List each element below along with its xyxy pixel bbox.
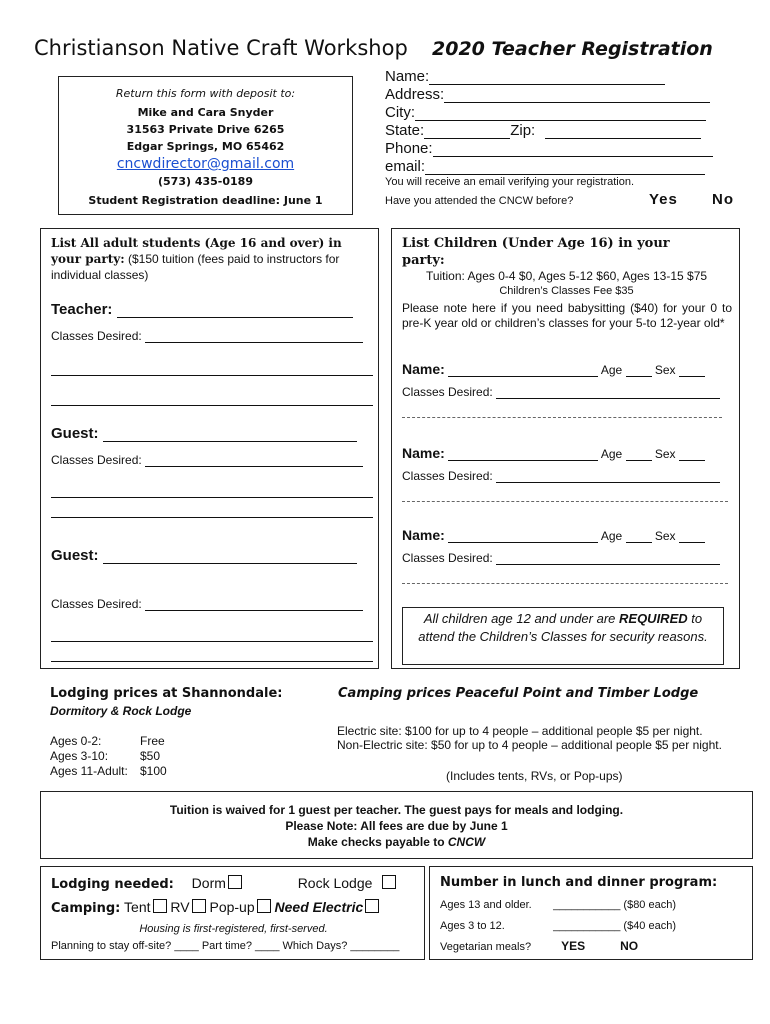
required-pre-text: All children age 12 and under are xyxy=(423,611,620,626)
address-input-line[interactable] xyxy=(444,88,710,103)
camping-needed-row xyxy=(51,899,379,916)
child-2-sex-input[interactable] xyxy=(679,449,705,461)
child-3-classes-label: Classes Desired: xyxy=(402,551,493,565)
registration-deadline: Student Registration deadline: June 1 xyxy=(88,194,323,207)
state-zip-field[interactable] xyxy=(385,122,701,139)
city-field[interactable] xyxy=(385,104,706,121)
dorm-checkbox[interactable] xyxy=(228,875,242,889)
required-post-text: to attend the Children’s Classes for security reasons. xyxy=(418,611,708,644)
child-1-classes-input[interactable] xyxy=(496,387,720,399)
zip-input-line[interactable] xyxy=(545,124,701,139)
child-3-sex-label: Sex xyxy=(654,529,676,543)
adult-heading-bold: List All adult students (Age 16 and over) in your party: xyxy=(51,236,342,266)
electric-site-price: Electric site: $100 for up to 4 people – additional people $5 per night. xyxy=(337,724,703,738)
return-intro: Return this form with deposit to: xyxy=(115,87,296,100)
address-label: Address: xyxy=(385,86,445,103)
guest-1-input-line[interactable] xyxy=(103,429,357,442)
checks-payable-note: Make checks payable to CNCW xyxy=(307,835,486,849)
required-word: REQUIRED xyxy=(619,611,688,626)
child-3-extra-line[interactable] xyxy=(402,583,728,584)
teacher-classes-label: Classes Desired: xyxy=(51,329,142,343)
camping-includes: (Includes tents, RVs, or Pop-ups) xyxy=(446,769,623,783)
payment-notice-box xyxy=(40,791,753,859)
guest-1-field[interactable] xyxy=(51,425,357,442)
teacher-classes-field[interactable] xyxy=(51,329,363,343)
lodging-price-table xyxy=(50,734,167,779)
child-3-sex-input[interactable] xyxy=(679,531,705,543)
child-2-classes-input[interactable] xyxy=(496,471,720,483)
child-3-name-label: Name: xyxy=(402,527,445,543)
camping-prices xyxy=(337,724,737,752)
child-1-sex-label: Sex xyxy=(654,363,676,377)
teacher-input-line[interactable] xyxy=(117,305,353,318)
child-1-sex-input[interactable] xyxy=(679,365,705,377)
attended-no-option[interactable]: No xyxy=(712,191,734,208)
teacher-extra-line-1[interactable] xyxy=(51,375,373,376)
fees-due-note: Please Note: All fees are due by June 1 xyxy=(285,819,508,833)
lodging-needed-label: Lodging needed: xyxy=(51,877,174,892)
meal-adult-count[interactable]: ___________ ($80 each) xyxy=(553,899,677,911)
child-2-sex-label: Sex xyxy=(654,447,676,461)
required-classes-notice xyxy=(402,607,724,665)
city-label: City: xyxy=(385,104,415,121)
child-2-row[interactable] xyxy=(402,445,705,461)
lodging-row: Ages 3-10: $50 xyxy=(50,749,161,763)
rock-lodge-checkbox[interactable] xyxy=(382,875,396,889)
meal-program-heading: Number in lunch and dinner program: xyxy=(440,875,718,890)
child-1-name-input[interactable] xyxy=(448,365,598,377)
phone-input-line[interactable] xyxy=(433,142,713,157)
child-1-extra-line[interactable] xyxy=(402,417,722,418)
meal-row-adult[interactable] xyxy=(440,899,676,911)
child-1-row[interactable] xyxy=(402,361,705,377)
child-3-classes-input[interactable] xyxy=(496,553,720,565)
child-1-age-input[interactable] xyxy=(626,365,652,377)
offsite-question[interactable]: Planning to stay off-site? ____ Part time? ____ Which Days? ________ xyxy=(51,940,400,952)
email-label: email: xyxy=(385,158,426,175)
return-names: Mike and Cara Snyder xyxy=(137,106,274,119)
lodging-row: Ages 0-2: Free xyxy=(50,734,165,748)
meal-adult-label: Ages 13 and older. xyxy=(440,899,532,911)
guest-2-label: Guest: xyxy=(51,547,99,564)
child-2-extra-line[interactable] xyxy=(402,501,728,502)
rv-checkbox[interactable] xyxy=(192,899,206,913)
name-input-line[interactable] xyxy=(429,70,665,85)
teacher-field[interactable] xyxy=(51,301,353,318)
need-electric-label: Need Electric xyxy=(274,899,364,915)
return-phone: (573) 435-0189 xyxy=(158,175,253,188)
guest-1-extra-line-1[interactable] xyxy=(51,497,373,498)
phone-label: Phone: xyxy=(385,140,433,157)
child-2-name-input[interactable] xyxy=(448,449,598,461)
child-3-row[interactable] xyxy=(402,527,705,543)
child-1-classes-field[interactable] xyxy=(402,385,720,399)
return-address-box xyxy=(58,76,353,215)
attended-question: Have you attended the CNCW before? xyxy=(385,195,574,207)
guest-2-classes-input-line[interactable] xyxy=(145,599,363,611)
tent-checkbox[interactable] xyxy=(153,899,167,913)
return-city: Edgar Springs, MO 65462 xyxy=(126,140,285,153)
child-3-age-input[interactable] xyxy=(626,531,652,543)
teacher-label: Teacher: xyxy=(51,301,113,318)
meal-child-count[interactable]: ___________ ($40 each) xyxy=(553,920,677,932)
meal-program-box xyxy=(429,866,753,960)
lodging-subheading: Dormitory & Rock Lodge xyxy=(50,704,192,718)
state-label: State: xyxy=(385,122,425,139)
first-come-note: Housing is first-registered, first-served. xyxy=(139,923,328,935)
child-1-name-label: Name: xyxy=(402,361,445,377)
form-subtitle: 2020 Teacher Registration xyxy=(432,38,713,60)
rv-label: RV xyxy=(170,899,190,915)
guest-waiver-note: Tuition is waived for 1 guest per teacher. The guest pays for meals and lodging. xyxy=(169,803,624,817)
guest-2-input-line[interactable] xyxy=(103,551,357,564)
phone-field[interactable] xyxy=(385,140,713,157)
non-electric-site-price: Non-Electric site: $50 for up to 4 people – additional people $5 per night. xyxy=(337,738,722,752)
camping-label: Camping: xyxy=(51,901,121,916)
state-input-line[interactable] xyxy=(424,124,510,139)
guest-1-extra-line-2[interactable] xyxy=(51,517,373,518)
return-street: 31563 Private Drive 6265 xyxy=(126,123,285,136)
child-2-age-input[interactable] xyxy=(626,449,652,461)
guest-2-classes-field[interactable] xyxy=(51,597,363,611)
lodging-needed-row xyxy=(51,875,396,892)
vegetarian-label: Vegetarian meals? xyxy=(440,941,532,953)
address-field[interactable] xyxy=(385,86,710,103)
tent-label: Tent xyxy=(124,899,151,915)
need-electric-checkbox[interactable] xyxy=(365,899,379,913)
guest-2-field[interactable] xyxy=(51,547,357,564)
camping-heading: Camping prices Peaceful Point and Timber Lodge xyxy=(338,686,699,701)
vegetarian-row xyxy=(440,939,638,953)
child-3-age-label: Age xyxy=(600,529,623,543)
teacher-extra-line-2[interactable] xyxy=(51,405,373,406)
popup-checkbox[interactable] xyxy=(257,899,271,913)
child-2-classes-label: Classes Desired: xyxy=(402,469,493,483)
zip-label: Zip: xyxy=(510,122,536,139)
guest-2-classes-label: Classes Desired: xyxy=(51,597,142,611)
payee-name: CNCW xyxy=(447,835,486,849)
name-field[interactable] xyxy=(385,68,665,85)
email-input-line[interactable] xyxy=(425,160,705,175)
babysitting-note: Please note here if you need babysitting ($40) for your 0 to pre-K year old or children’s classes for your 5-to 12-year old* xyxy=(402,301,732,330)
child-1-age-label: Age xyxy=(600,363,623,377)
children-box xyxy=(391,228,740,669)
guest-1-label: Guest: xyxy=(51,425,99,442)
dorm-label: Dorm xyxy=(191,875,226,891)
lodging-heading: Lodging prices at Shannondale: xyxy=(50,686,283,701)
rock-lodge-label: Rock Lodge xyxy=(297,875,373,891)
child-3-classes-field[interactable] xyxy=(402,551,720,565)
form-title: Christianson Native Craft Workshop xyxy=(34,36,408,60)
adult-heading-note: ($150 tuition (fees paid to instructors for individual classes) xyxy=(51,252,340,282)
guest-1-classes-input-line[interactable] xyxy=(145,455,363,467)
city-input-line[interactable] xyxy=(415,106,706,121)
adult-students-box xyxy=(40,228,379,669)
guest-1-classes-label: Classes Desired: xyxy=(51,453,142,467)
lodging-row: Ages 11-Adult: $100 xyxy=(50,764,167,778)
attended-yes-option[interactable]: Yes xyxy=(649,191,678,208)
teacher-classes-input-line[interactable] xyxy=(145,331,363,343)
email-field[interactable] xyxy=(385,158,705,175)
vegetarian-yes-option[interactable]: YES xyxy=(561,939,586,953)
adult-heading xyxy=(51,235,373,283)
lodging-needed-box xyxy=(40,866,425,960)
child-2-name-label: Name: xyxy=(402,445,445,461)
child-1-classes-label: Classes Desired: xyxy=(402,385,493,399)
guest-2-extra-line-1[interactable] xyxy=(51,641,373,642)
name-label: Name: xyxy=(385,68,430,85)
guest-1-classes-field[interactable] xyxy=(51,453,363,467)
return-email-link[interactable]: cncwdirector@gmail.com xyxy=(116,156,295,172)
child-3-name-input[interactable] xyxy=(448,531,598,543)
verification-note: You will receive an email verifying your registration. xyxy=(385,176,635,188)
child-2-age-label: Age xyxy=(600,447,623,461)
children-classes-fee: Children’s Classes Fee $35 xyxy=(499,285,634,297)
meal-row-child[interactable] xyxy=(440,920,676,932)
children-tuition: Tuition: Ages 0-4 $0, Ages 5-12 $60, Ages 13-15 $75 xyxy=(425,269,708,283)
popup-label: Pop-up xyxy=(209,899,255,915)
vegetarian-no-option[interactable]: NO xyxy=(620,939,639,953)
children-heading: List Children (Under Age 16) in your party: xyxy=(402,236,670,268)
guest-2-extra-line-2[interactable] xyxy=(51,661,373,662)
meal-child-label: Ages 3 to 12. xyxy=(440,920,505,932)
child-2-classes-field[interactable] xyxy=(402,469,720,483)
